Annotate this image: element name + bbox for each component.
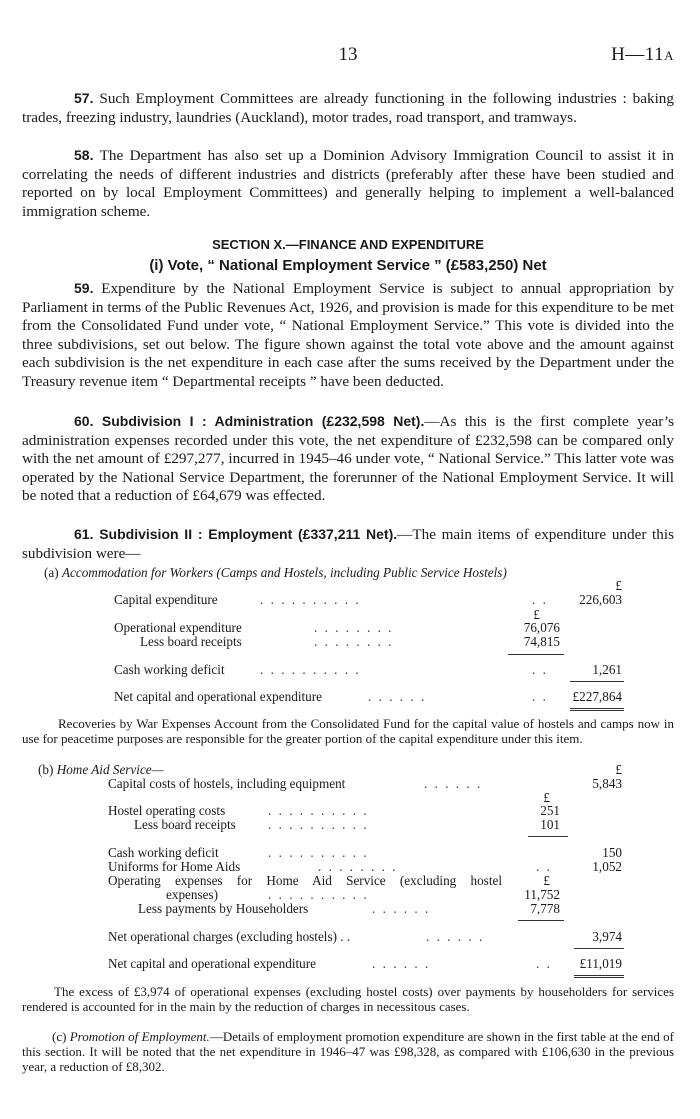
- rule: [574, 975, 624, 976]
- item-b-note: The excess of £3,974 of operational expenses (excluding hostel costs) over payments by householders for services rendered is accounted for in the main by the reduction of charges in necessitous cases.: [22, 984, 674, 1015]
- paragraph-57: 57. Such Employment Committees are already functioning in the following industries : baking trades, freezing industry, laundries (Auckland), motor trades, road transport, and tramways.: [22, 90, 674, 126]
- rule: [518, 920, 564, 921]
- document-reference: H—11A: [611, 44, 674, 65]
- rule: [570, 710, 624, 711]
- page-header: [22, 44, 674, 66]
- item-a-note: Recoveries by War Expenses Account from the Consolidated Fund for the capital value of hostels and camps now in use for peacetime purposes are responsible for the greater portion of the capital expenditure under this item.: [22, 716, 674, 747]
- rule: [508, 654, 564, 655]
- paragraph-61: 61. Subdivision II : Employment (£337,211 Net).—The main items of expenditure under this subdivision were—: [22, 526, 674, 562]
- rule: [570, 681, 624, 682]
- section-heading: SECTION X.—FINANCE AND EXPENDITURE: [212, 237, 484, 252]
- vote-heading: (i) Vote, “ National Employment Service ” (£583,250) Net: [149, 257, 547, 274]
- rule: [528, 836, 568, 837]
- paragraph-58: 58. The Department has also set up a Dominion Advisory Immigration Council to assist it in correlating the needs of different industries and districts (preferably after these have been studied and reported on by local Employment Committees) and generally helping to implement a well-balanced immigration scheme.: [22, 147, 674, 220]
- page-number: 13: [338, 44, 358, 65]
- item-c-paragraph: (c) Promotion of Employment.—Details of employment promotion expenditure are shown in the first table at the end of this section. It will be noted that the net expenditure in 1946–47 was £98,328, as compared with £106,630 in the previous year, a reduction of £8,302.: [22, 1029, 674, 1075]
- rule: [574, 948, 624, 949]
- paragraph-59: 59. Expenditure by the National Employment Service is subject to annual appropriation by Parliament in terms of the Public Revenues Act, 1926, and provision is made for this expenditure to be met from the Consolidated Fund under vote, “ National Employment Service.” This vote is divided into the three subdivisions, set out below. The figure shown against the total vote above and the amount against each subdivision is the net expenditure in each case after the sums received by the Department under the Treasury revenue item “ Departmental receipts ” have been deducted.: [22, 280, 674, 390]
- paragraph-60: 60. Subdivision I : Administration (£232,598 Net).—As this is the first complete year’s administration expenses recorded under this vote, the net expenditure of £232,598 can be compared only with the net amount of £297,277, incurred in 1945–46 under vote, “ National Service.” This latter vote was operated by the National Service Department, the forerunner of the National Employment Service. It will be noted that a reduction of £64,679 was effected.: [22, 413, 674, 505]
- item-b-title: (b) Home Aid Service—: [38, 762, 164, 777]
- rule: [574, 977, 624, 978]
- rule: [570, 708, 624, 709]
- item-a-title: (a) Accommodation for Workers (Camps and Hostels, including Public Service Hostels): [44, 565, 507, 580]
